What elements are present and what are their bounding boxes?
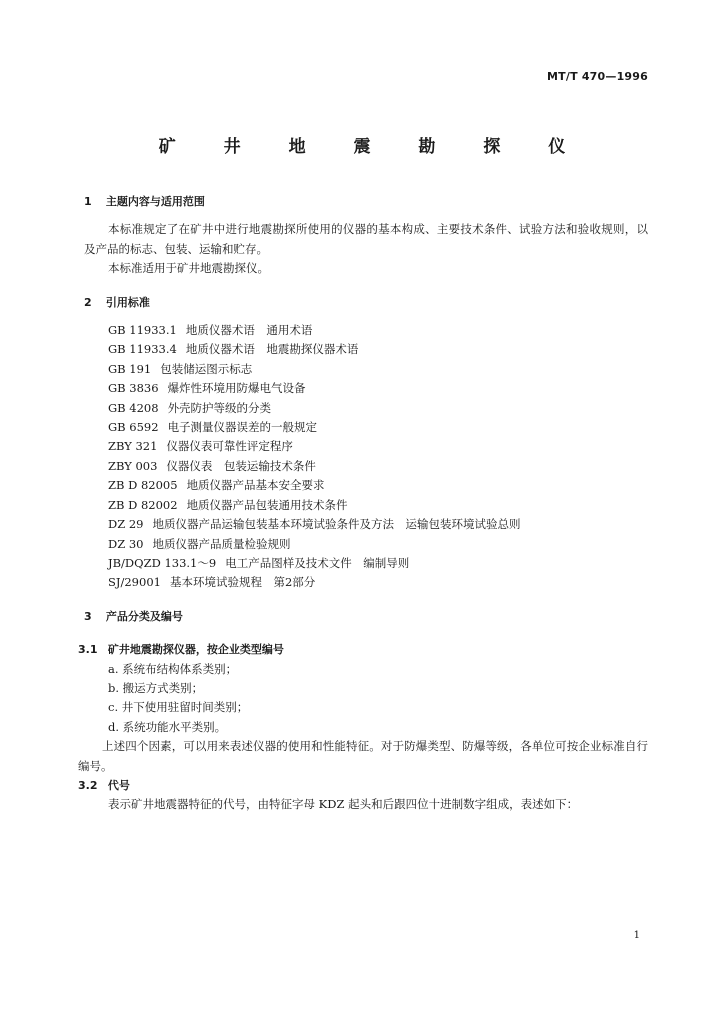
section-number: 2 bbox=[84, 295, 92, 309]
reference-title: 仪器仪表可靠性评定程序 bbox=[166, 439, 293, 454]
reference-code: SJ/29001 bbox=[108, 575, 161, 590]
section-number: 1 bbox=[84, 195, 92, 208]
reference-title: 外壳防护等级的分类 bbox=[167, 400, 272, 415]
reference-title: 基本环境试验规程 第2部分 bbox=[169, 575, 316, 590]
subsection-title: 矿井地震勘探仪器，按企业类型编号 bbox=[107, 643, 284, 657]
reference-item bbox=[84, 418, 648, 437]
document-title: 矿 井 地 震 勘 探 仪 bbox=[158, 137, 587, 157]
reference-code: GB 4208 bbox=[108, 400, 159, 415]
reference-title: 地质仪器术语 地震勘探仪器术语 bbox=[185, 342, 359, 357]
subsection-3-2-heading bbox=[78, 776, 648, 795]
reference-title: 爆炸性环境用防爆电气设备 bbox=[167, 381, 306, 396]
section-title: 主题内容与适用范围 bbox=[105, 195, 205, 208]
reference-item bbox=[84, 457, 648, 476]
reference-item bbox=[84, 379, 648, 398]
reference-title: 电工产品图样及技术文件 编制导则 bbox=[225, 555, 410, 570]
reference-title: 地质仪器产品运输包装基本环境试验条件及方法 运输包装环境试验总则 bbox=[152, 517, 521, 532]
reference-item bbox=[84, 437, 648, 456]
reference-title: 地质仪器术语 通用术语 bbox=[185, 323, 313, 338]
reference-item bbox=[84, 321, 648, 340]
reference-item bbox=[84, 496, 648, 515]
reference-list bbox=[84, 321, 648, 593]
reference-code: GB 11933.1 bbox=[108, 323, 177, 338]
reference-code: GB 11933.4 bbox=[108, 342, 177, 357]
reference-item bbox=[84, 535, 648, 554]
subsection-number: 3.1 bbox=[78, 643, 98, 657]
list-item: a. 系统布结构体系类别； bbox=[108, 661, 238, 676]
reference-item bbox=[84, 573, 648, 592]
page-number: 1 bbox=[633, 930, 640, 941]
reference-item bbox=[84, 399, 648, 418]
reference-item bbox=[84, 360, 648, 379]
standard-code: MT/T 470—1996 bbox=[547, 70, 648, 83]
list-item: b. 搬运方式类别； bbox=[108, 680, 204, 695]
reference-item bbox=[84, 554, 648, 573]
section-1-heading bbox=[84, 192, 648, 211]
subsection-3-1-heading bbox=[78, 640, 648, 659]
reference-code: ZBY 321 bbox=[108, 439, 158, 454]
reference-code: DZ 30 bbox=[108, 536, 144, 551]
section-title: 引用标准 bbox=[105, 295, 150, 309]
reference-code: DZ 29 bbox=[108, 517, 144, 532]
section-title: 产品分类及编号 bbox=[105, 609, 183, 623]
reference-code: GB 191 bbox=[108, 361, 152, 376]
subsection-number: 3.2 bbox=[78, 778, 98, 792]
document-body bbox=[78, 192, 648, 815]
paragraph: 上述四个因素，可以用来表述仪器的使用和性能特征。对于防爆类型、防爆等级，各单位可按企业标准自行编号。 bbox=[78, 739, 648, 773]
reference-title: 地质仪器产品包装通用技术条件 bbox=[186, 497, 348, 512]
reference-code: ZB D 82002 bbox=[108, 497, 178, 512]
paragraph: 表示矿井地震器特征的代号，由特征字母 KDZ 起头和后跟四位十进制数字组成，表述如下： bbox=[108, 797, 579, 812]
section-2-heading bbox=[84, 293, 648, 312]
reference-item bbox=[84, 340, 648, 359]
subsection-title: 代号 bbox=[107, 778, 130, 792]
paragraph: 本标准规定了在矿井中进行地震勘探所使用的仪器的基本构成、主要技术条件、试验方法和验收规则，以及产品的标志、包装、运输和贮存。 bbox=[84, 222, 648, 256]
reference-code: GB 3836 bbox=[108, 381, 159, 396]
paragraph: 本标准适用于矿井地震勘探仪。 bbox=[108, 261, 269, 276]
reference-item bbox=[84, 476, 648, 495]
reference-title: 地质仪器产品基本安全要求 bbox=[186, 478, 325, 493]
list-item: c. 井下使用驻留时间类别； bbox=[108, 700, 249, 715]
reference-code: ZBY 003 bbox=[108, 458, 158, 473]
reference-item bbox=[84, 515, 648, 534]
reference-title: 仪器仪表 包装运输技术条件 bbox=[166, 458, 316, 473]
reference-code: GB 6592 bbox=[108, 420, 159, 435]
section-number: 3 bbox=[84, 609, 92, 623]
list-item: d. 系统功能水平类别。 bbox=[108, 719, 227, 734]
reference-title: 地质仪器产品质量检验规则 bbox=[152, 536, 291, 551]
reference-code: ZB D 82005 bbox=[108, 478, 178, 493]
reference-title: 电子测量仪器误差的一般规定 bbox=[167, 420, 318, 435]
reference-title: 包装储运图示标志 bbox=[160, 361, 253, 376]
section-3-heading bbox=[84, 607, 648, 626]
reference-code: JB/DQZD 133.1～9 bbox=[108, 555, 217, 570]
